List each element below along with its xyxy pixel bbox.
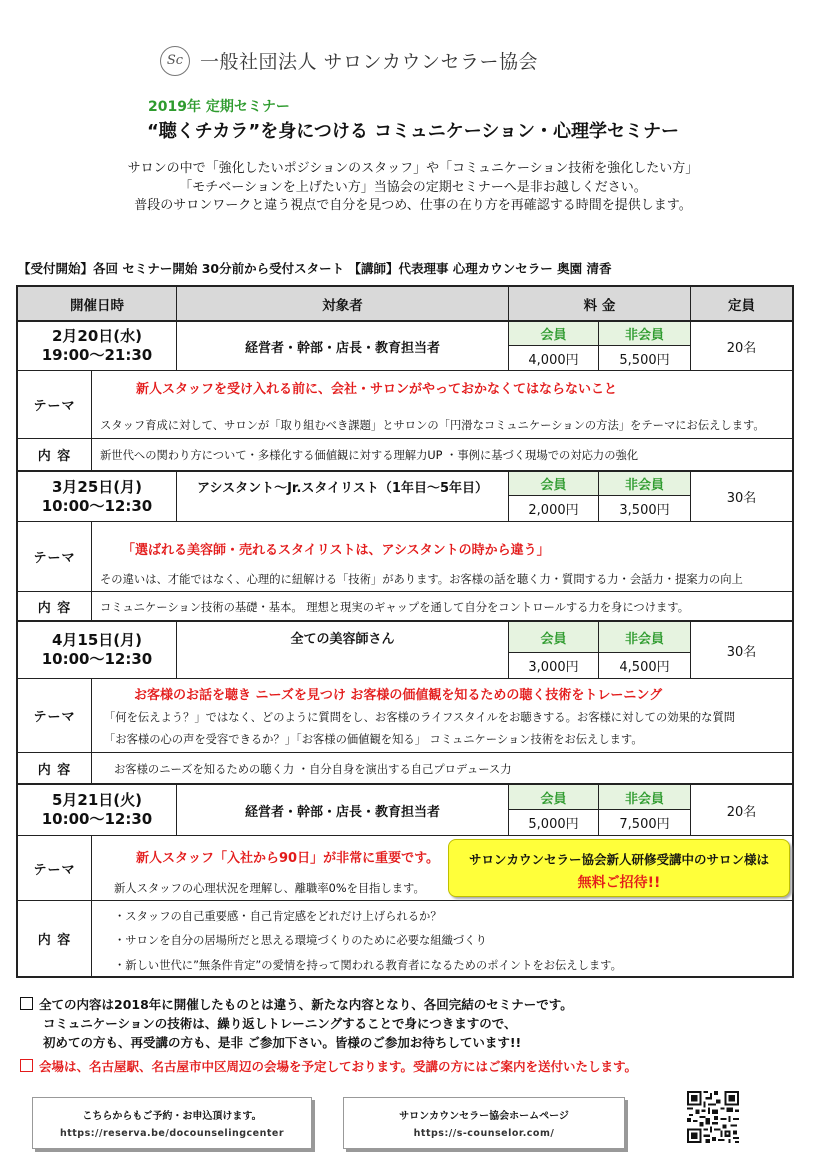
intro-line: サロンの中で「強化したいポジションのスタッフ」や「コミュニケーション技術を強化したい方」: [127, 161, 699, 176]
callout-line1: サロンカウンセラー協会新人研修受講中のサロン様は: [468, 852, 769, 867]
reception-info: 【受付開始】各回 セミナー開始 30分前から受付スタート 【講師】代表理事 心理カウンセラー 奥園 清香: [18, 261, 612, 276]
note-line: コミュニケーションの技術は、繰り返しトレーニングすることで身につきますので、: [43, 1016, 517, 1031]
session-date: [18, 322, 176, 370]
capacity: 20名: [726, 340, 757, 356]
intro-line: 「モチベーションを上げたい方」当協会の定期セミナーへ是非お越しください。: [179, 179, 647, 195]
note-line: 初めての方も、再受講の方も、是非 ご参加下さい。皆様のご参加お待ちしています!!: [43, 1035, 522, 1050]
content-label: 内 容: [37, 933, 72, 948]
theme-title: お客様のお話を聴き ニーズを見つけ お客様の価値観を知るための聴く技術をトレーニング: [134, 688, 663, 703]
homepage-box[interactable]: [343, 1097, 625, 1149]
session-date-time: 10:00～12:30: [41, 810, 153, 828]
session-date: [18, 622, 176, 678]
session-date-day: 3月25日(月): [51, 477, 143, 496]
note-text: 全ての内容は2018年に開催したものとは違う、新たな内容となり、各回完結のセミナーです。: [39, 997, 573, 1012]
member-fee: 5,000円: [528, 817, 579, 832]
member-fee-label: 会員: [509, 622, 598, 652]
nonmember-fee: 4,500円: [619, 660, 670, 675]
theme-label: テーマ: [33, 399, 76, 414]
intro-text: [0, 160, 826, 216]
session-date-time: 10:00～12:30: [41, 496, 153, 515]
theme-label: テーマ: [33, 710, 76, 725]
header-target: 対象者: [177, 287, 508, 320]
nonmember-fee-label: 非会員: [599, 322, 690, 345]
theme-text: その違いは、才能ではなく、心理的に紐解ける「技術」があります。お客様の話を聴く力・質問する力・会話力・提案力の向上: [100, 573, 743, 586]
member-fee: 2,000円: [528, 503, 579, 518]
session-date: [18, 785, 176, 835]
content-label: 内 容: [37, 762, 72, 778]
member-fee: 4,000円: [528, 352, 579, 368]
checkbox-icon: [20, 1059, 33, 1072]
page-title: “聴くチカラ”を身につける コミュニケーション・心理学セミナー: [146, 121, 680, 142]
theme-text: 「お客様の心の声を受容できるか？」「お客様の価値観を知る」 コミュニケーション技術をお伝えします。: [104, 733, 643, 746]
venue-text: 会場は、名古屋駅、名古屋市中区周辺の会場を予定しております。受講の方にはご案内を送付いたします。: [39, 1059, 638, 1074]
nonmember-fee-label: 非会員: [599, 472, 690, 495]
session-date-day: 2月20日(水): [51, 327, 143, 345]
qr-code-icon: [687, 1091, 739, 1143]
theme-label: テーマ: [33, 862, 76, 878]
header-capacity: 定員: [691, 287, 792, 320]
content-text: ・スタッフの自己重要感・自己肯定感をどれだけ上げられるか？: [114, 910, 442, 923]
free-invitation-callout: [448, 839, 790, 897]
logo-icon: Sc: [160, 46, 190, 76]
session-date: [18, 472, 176, 521]
member-fee: 3,000円: [528, 660, 579, 675]
org-name: 一般社団法人 サロンカウンセラー協会: [200, 51, 539, 73]
seminar-subtitle: 2019年 定期セミナー: [148, 99, 290, 115]
header-fee: 料 金: [509, 287, 690, 320]
session-date-time: 10:00～12:30: [41, 650, 153, 668]
session-date-time: 19:00～21:30: [41, 346, 153, 364]
capacity: 30名: [726, 644, 757, 660]
content-text: ・サロンを自分の居場所だと思える環境づくりのために必要な組織づくり: [114, 934, 487, 947]
theme-title: 「選ばれる美容師・売れるスタイリストは、アシスタントの時から違う」: [122, 543, 550, 558]
nonmember-fee: 7,500円: [619, 817, 670, 832]
theme-text: 新人スタッフの心理状況を理解し、離職率0%を目指します。: [114, 882, 425, 895]
session-date-day: 4月15日(月): [51, 631, 143, 649]
nonmember-fee-label: 非会員: [599, 785, 690, 809]
content-label: 内 容: [37, 449, 72, 464]
reservation-title: こちらからもご予約・お申込頂けます。: [82, 1111, 262, 1122]
session-date-day: 5月21日(火): [51, 791, 143, 809]
nonmember-fee: 5,500円: [619, 352, 670, 368]
content-text: コミュニケーション技術の基礎・基本。 理想と現実のギャップを通して自分をコントロールする力を身につけます。: [100, 601, 690, 614]
homepage-title: サロンカウンセラー協会ホームページ: [399, 1111, 569, 1122]
note-line: [20, 995, 573, 1013]
member-fee-label: 会員: [509, 322, 598, 345]
theme-title: 新人スタッフを受け入れる前に、会社・サロンがやっておかなくてはならないこと: [136, 382, 618, 397]
nonmember-fee: 3,500円: [619, 503, 670, 518]
member-fee-label: 会員: [509, 472, 598, 495]
header-date: 開催日時: [18, 287, 176, 320]
session-target: 全ての美容師さん: [290, 631, 395, 647]
checkbox-icon: [20, 997, 33, 1010]
capacity: 20名: [726, 804, 757, 820]
content-text: 新世代への関わり方について・多様化する価値観に対する理解力UP ・事例に基づく現場での対応力の強化: [100, 449, 639, 462]
content-label: 内 容: [37, 600, 72, 616]
theme-text: スタッフ育成に対して、サロンが「取り組むべき課題」とサロンの「円滑なコミュニケーションの方法」をテーマにお伝えします。: [100, 419, 765, 432]
nonmember-fee-label: 非会員: [599, 622, 690, 652]
session-target: 経営者・幹部・店長・教育担当者: [244, 804, 440, 820]
theme-text: 「何を伝えよう？」ではなく、どのように質問をし、お客様のライフスタイルをお聴きする。お客様に対しての効果的な質問: [104, 711, 736, 724]
theme-label: テーマ: [33, 551, 76, 566]
reservation-link[interactable]: https://reserva.be/docounselingcenter: [59, 1128, 285, 1139]
content-text: お客様のニーズを知るための聴く力 ・自分自身を演出する自己プロデュース力: [114, 763, 512, 776]
session-target: 経営者・幹部・店長・教育担当者: [244, 340, 440, 356]
venue-note: [20, 1057, 637, 1075]
callout-line2: 無料ご招待!!: [577, 875, 661, 891]
capacity: 30名: [726, 491, 757, 506]
intro-line: 普段のサロンワークと違う視点で自分を見つめ、仕事の在り方を再確認する時間を提供します。: [134, 198, 692, 213]
member-fee-label: 会員: [509, 785, 598, 809]
reservation-box[interactable]: [32, 1097, 312, 1149]
session-target: アシスタント～Jr.スタイリスト（1年目～5年目）: [197, 480, 488, 496]
theme-title: 新人スタッフ「入社から90日」が非常に重要です。: [136, 851, 440, 866]
content-text: ・新しい世代に”無条件肯定”の愛情を持って関われる教育者になるためのポイントをお伝えします。: [114, 959, 622, 972]
homepage-link[interactable]: https://s-counselor.com/: [413, 1128, 555, 1139]
